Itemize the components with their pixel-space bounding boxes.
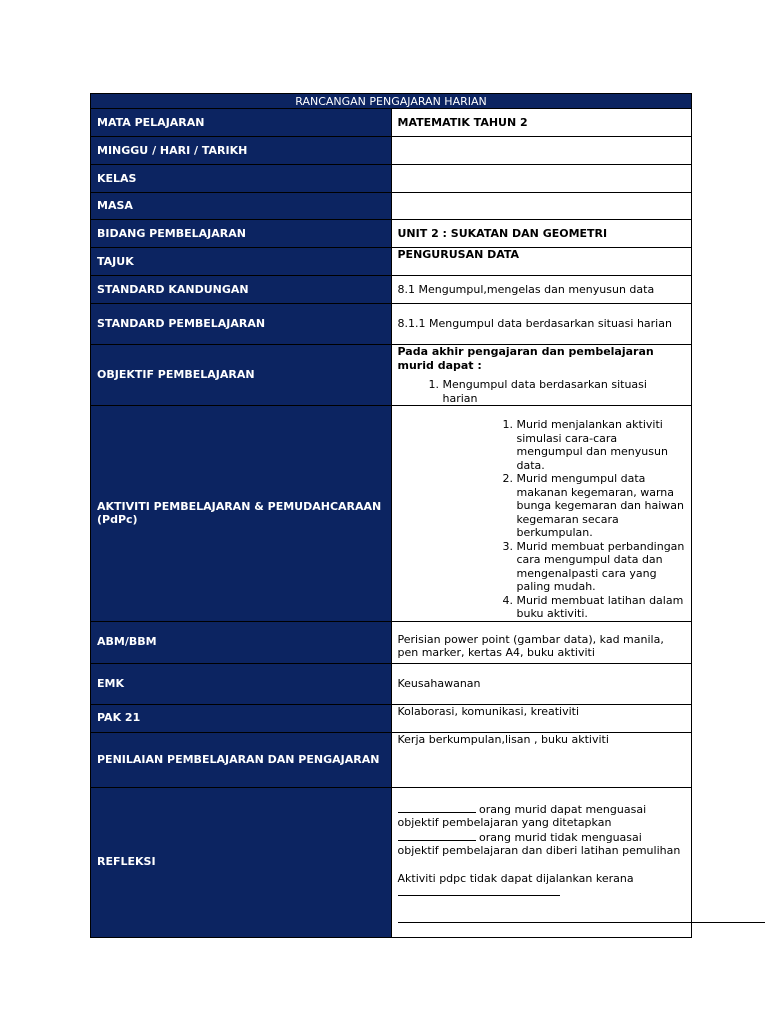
reflection-line-activity <box>398 872 686 900</box>
blank-line <box>398 885 560 896</box>
value-mata-pelajaran: MATEMATIK TAHUN 2 <box>391 109 692 137</box>
label-standard-kandungan: STANDARD KANDUNGAN <box>91 276 392 304</box>
value-kelas <box>391 165 692 193</box>
objective-list <box>398 378 686 405</box>
reflection-text-not-mastered: orang murid tidak menguasai objektif pembelajaran dan diberi latihan pemulihan <box>397 830 681 857</box>
blank-line <box>398 802 476 813</box>
blank-line <box>398 830 476 841</box>
value-objektif-pembelajaran <box>391 345 692 406</box>
reflection-line-extra <box>398 912 686 927</box>
reflection-line-not-mastered <box>398 830 686 858</box>
activity-item: 1. Murid menjalankan aktiviti simulasi cara-cara mengumpul dan menyusun data. <box>517 418 686 472</box>
document-title: RANCANGAN PENGAJARAN HARIAN <box>91 94 692 109</box>
value-minggu-hari-tarikh <box>391 137 692 165</box>
lesson-plan-table <box>90 93 692 938</box>
label-objektif-pembelajaran: OBJEKTIF PEMBELAJARAN <box>91 345 392 406</box>
value-standard-pembelajaran: 8.1.1 Mengumpul data berdasarkan situasi harian <box>391 304 692 345</box>
value-abm-bbm: Perisian power point (gambar data), kad manila, pen marker, kertas A4, buku aktiviti <box>391 621 692 663</box>
value-refleksi <box>391 787 692 937</box>
label-bidang-pembelajaran: BIDANG PEMBELAJARAN <box>91 220 392 248</box>
value-penilaian: Kerja berkumpulan,lisan , buku aktiviti <box>391 732 692 787</box>
value-emk: Keusahawanan <box>391 663 692 704</box>
value-pak21: Kolaborasi, komunikasi, kreativiti <box>391 704 692 732</box>
activity-item: 2. Murid mengumpul data makanan kegemaran, warna bunga kegemaran dan haiwan kegemaran secara berkumpulan. <box>517 472 686 540</box>
label-refleksi: REFLEKSI <box>91 787 392 937</box>
activity-list <box>398 418 686 621</box>
label-minggu-hari-tarikh: MINGGU / HARI / TARIKH <box>91 137 392 165</box>
value-bidang-pembelajaran: UNIT 2 : SUKATAN DAN GEOMETRI <box>391 220 692 248</box>
blank-line <box>398 912 765 923</box>
activity-item: 3. Murid membuat perbandingan cara mengumpul data dan mengenalpasti cara yang paling mudah. <box>517 540 686 594</box>
reflection-text-mastered: orang murid dapat menguasai objektif pembelajaran yang ditetapkan <box>397 802 647 829</box>
label-tajuk: TAJUK <box>91 248 392 276</box>
label-aktiviti-pdpc: AKTIVITI PEMBELAJARAN & PEMUDAHCARAAN (PdPc) <box>91 406 392 622</box>
label-mata-pelajaran: MATA PELAJARAN <box>91 109 392 137</box>
value-tajuk: PENGURUSAN DATA <box>391 248 692 276</box>
label-abm-bbm: ABM/BBM <box>91 621 392 663</box>
objective-intro: Pada akhir pengajaran dan pembelajaran murid dapat : <box>397 345 654 372</box>
label-kelas: KELAS <box>91 165 392 193</box>
objective-item: 1. Mengumpul data berdasarkan situasi harian <box>443 378 686 405</box>
label-standard-pembelajaran: STANDARD PEMBELAJARAN <box>91 304 392 345</box>
label-penilaian: PENILAIAN PEMBELAJARAN DAN PENGAJARAN <box>91 732 392 787</box>
value-aktiviti-pdpc <box>391 406 692 622</box>
value-standard-kandungan: 8.1 Mengumpul,mengelas dan menyusun data <box>391 276 692 304</box>
label-masa: MASA <box>91 193 392 220</box>
reflection-line-mastered <box>398 802 686 830</box>
reflection-text-activity: Aktiviti pdpc tidak dapat dijalankan kerana <box>397 871 634 885</box>
value-masa <box>391 193 692 220</box>
activity-item: 4. Murid membuat latihan dalam buku aktiviti. <box>517 594 686 621</box>
label-pak21: PAK 21 <box>91 704 392 732</box>
label-emk: EMK <box>91 663 392 704</box>
